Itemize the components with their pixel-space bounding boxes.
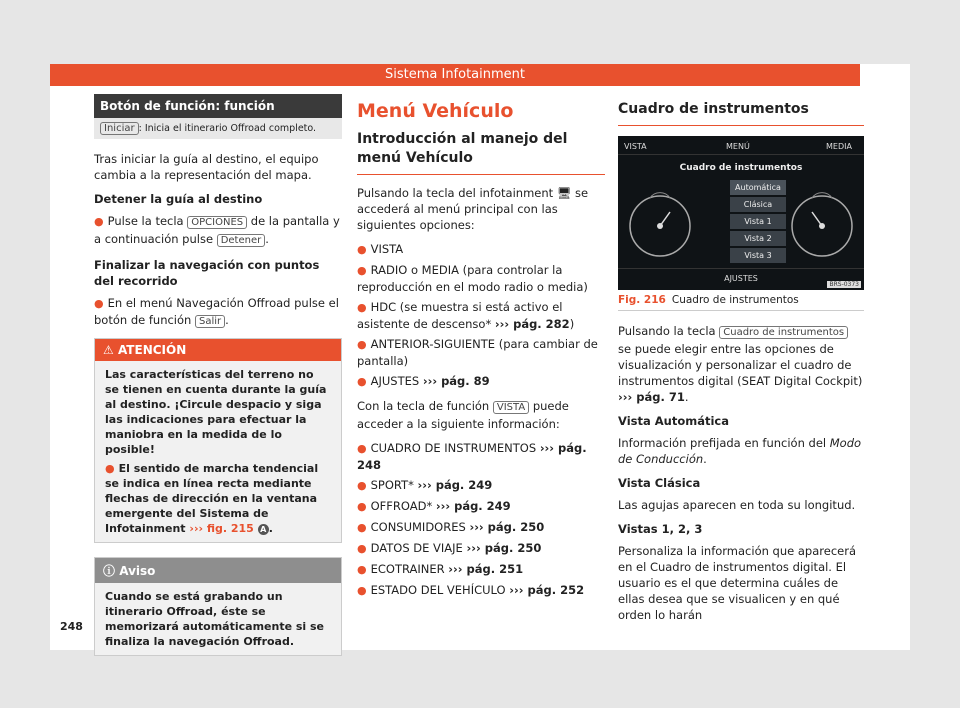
warning-triangle-icon: ⚠ [103,343,114,357]
list-item: ● CUADRO DE INSTRUMENTOS ››› pág. 248 [357,441,587,472]
list-item: ● OFFROAD* ››› pág. 249 [357,499,511,513]
option-vista-2[interactable]: Vista 2 [730,231,786,246]
bullet-icon: ● [94,215,104,228]
opciones-key-label: OPCIONES [187,216,247,229]
list-item: ● CONSUMIDORES ››› pág. 250 [357,520,545,534]
heading-vistas-123: Vistas 1, 2, 3 [618,522,703,536]
list-item: ● RADIO o MEDIA (para controlar la reproducción en el modo radio o media) [357,263,588,294]
vista-key-label: VISTA [493,401,529,414]
cluster-key-label: Cuadro de instrumentos [719,326,848,339]
warning-box [94,338,342,543]
gauge-graphics [618,136,864,290]
page-reference[interactable]: ››› pág. 252 [509,583,585,597]
tab-media: MEDIA [826,142,852,151]
list-item: ● HDC (se muestra si está activo el asistente de descenso* ››› pág. 282) [357,300,575,331]
bullet-icon: ● [357,521,367,534]
list-item: ● ESTADO DEL VEHÍCULO ››› pág. 252 [357,583,585,597]
section-heading-function-button: Botón de función: función [94,94,342,118]
list-item: ● VISTA [357,242,404,256]
bullet-icon: ● [357,243,367,256]
list-stop-guidance [94,213,342,249]
column-middle [357,94,605,607]
note-body: Cuando se está grabando un itinerario Offroad, éste se memorizará automáticamente si se finaliza la navegación Offroad. [95,583,341,655]
paragraph-cluster-key: Pulsando la tecla Cuadro de instrumentos se puede elegir entre las opciones de visualización y personalizar el cuadro de instrumentos digital (SEAT Digital Cockpit) ››› pág. 71. [618,324,863,404]
page-reference[interactable]: ››› pág. 251 [448,562,524,576]
note-header: ⓘ Aviso [95,558,341,583]
iniciar-key-label: Iniciar [100,122,139,135]
section-title-cluster: Cuadro de instrumentos [618,100,864,126]
heading-vista-clasica: Vista Clásica [618,476,701,490]
heading-finish-route: Finalizar la navegación con puntos del recorrido [94,258,320,288]
bullet-icon: ● [357,479,367,492]
paragraph-main-menu: Pulsando la tecla del infotainment 🖥 se accederá al menú principal con las siguientes opciones: [357,186,589,232]
figure-code: BRS-0373 [829,281,859,288]
warning-body [95,361,341,542]
page-reference[interactable]: ››› pág. 250 [469,520,545,534]
paragraph-vista-key: Con la tecla de función VISTA puede acceder a la siguiente información: [357,399,569,431]
warning-list-item: ● El sentido de marcha tendencial se indica en línea recta mediante flechas de dirección en la ventana emergente del Sistema de Infotainment ››› fig. 215 A . [105,462,319,535]
list-main-menu [357,241,605,390]
warning-header: ⚠ ATENCIÓN [95,339,341,361]
bullet-icon: ● [357,584,367,597]
paragraph-vista-automatica: Información prefijada en función del Modo de Conducción. [618,436,862,466]
list-vista-options [357,440,605,599]
bullet-icon: ● [357,442,367,455]
figure-caption: Fig. 216 Cuadro de instrumentos [618,294,864,311]
bullet-icon: ● [357,338,367,351]
page-reference[interactable]: ››› pág. 250 [466,541,542,555]
list-item: ● ANTERIOR-SIGUIENTE (para cambiar de pantalla) [357,337,598,368]
salir-key-label: Salir [195,315,225,328]
page-number: 248 [60,620,83,633]
column-left [94,94,342,656]
warning-text: Las características del terreno no se tienen en cuenta durante la guía al destino. ¡Circule despacio y siga las indicaciones para efectuar la maniobra en la medida de lo posible! [105,368,327,456]
heading-vista-automatica: Vista Automática [618,414,729,428]
bullet-icon: ● [357,264,367,277]
tab-menu: MENÚ [726,142,750,151]
section-title-intro: Introducción al manejo del menú Vehículo [357,130,605,175]
iniciar-description: : Inicia el itinerario Offroad completo. [138,123,317,134]
document-page [50,64,910,650]
list-item: ● SPORT* ››› pág. 249 [357,478,493,492]
tab-ajustes[interactable]: AJUSTES [724,274,758,283]
info-icon: ⓘ [103,564,116,578]
list-finish-route [94,295,342,330]
chapter-title: Menú Vehículo [357,100,514,122]
bullet-icon: ● [357,563,367,576]
list-item: ● AJUSTES ››› pág. 89 [357,374,490,388]
screen-title: Cuadro de instrumentos [679,163,803,173]
column-right [618,94,864,631]
note-box [94,557,342,656]
paragraph-vista-clasica: Las agujas aparecen en toda su longitud. [618,498,856,512]
bullet-icon: ● [357,500,367,513]
running-header: Sistema Infotainment [50,64,860,86]
figure-instrument-screen [618,136,864,290]
bullet-icon: ● [105,462,115,475]
page-reference[interactable]: ››› pág. 282 [494,317,570,331]
figure-reference[interactable]: ››› fig. 215 A [189,522,268,535]
function-table-row [94,118,342,139]
page-reference[interactable]: ››› pág. 71 [618,390,685,404]
paragraph-map-view: Tras iniciar la guía al destino, el equipo cambia a la representación del mapa. [94,152,319,182]
heading-stop-guidance: Detener la guía al destino [94,192,263,206]
bullet-icon: ● [357,542,367,555]
page-reference[interactable]: ››› pág. 249 [417,478,493,492]
option-vista-3[interactable]: Vista 3 [730,248,786,263]
page-reference[interactable]: ››› pág. 249 [435,499,511,513]
option-clasica[interactable]: Clásica [730,197,786,212]
list-item: ● En el menú Navegación Offroad pulse el botón de función Salir . [94,296,339,327]
detener-key-label: Detener [217,234,266,247]
option-vista-1[interactable]: Vista 1 [730,214,786,229]
page-reference[interactable]: ››› pág. 89 [422,374,490,388]
page-reference[interactable]: ››› pág. 248 [357,441,587,472]
list-item: ● DATOS DE VIAJE ››› pág. 250 [357,541,542,555]
list-item: ● ECOTRAINER ››› pág. 251 [357,562,524,576]
bullet-icon: ● [357,301,367,314]
paragraph-vistas-123: Personaliza la información que aparecerá en el Cuadro de instrumentos digital. El usuario es el que determina cuáles de ellas desea que se visualicen y en qué orden lo harán [618,544,856,622]
bullet-icon: ● [357,375,367,388]
tab-vista: VISTA [624,142,647,151]
option-automatica[interactable]: Automática [730,180,786,195]
list-item: ● Pulse la tecla OPCIONES de la pantalla y a continuación pulse Detener . [94,214,340,246]
bullet-icon: ● [94,297,104,310]
